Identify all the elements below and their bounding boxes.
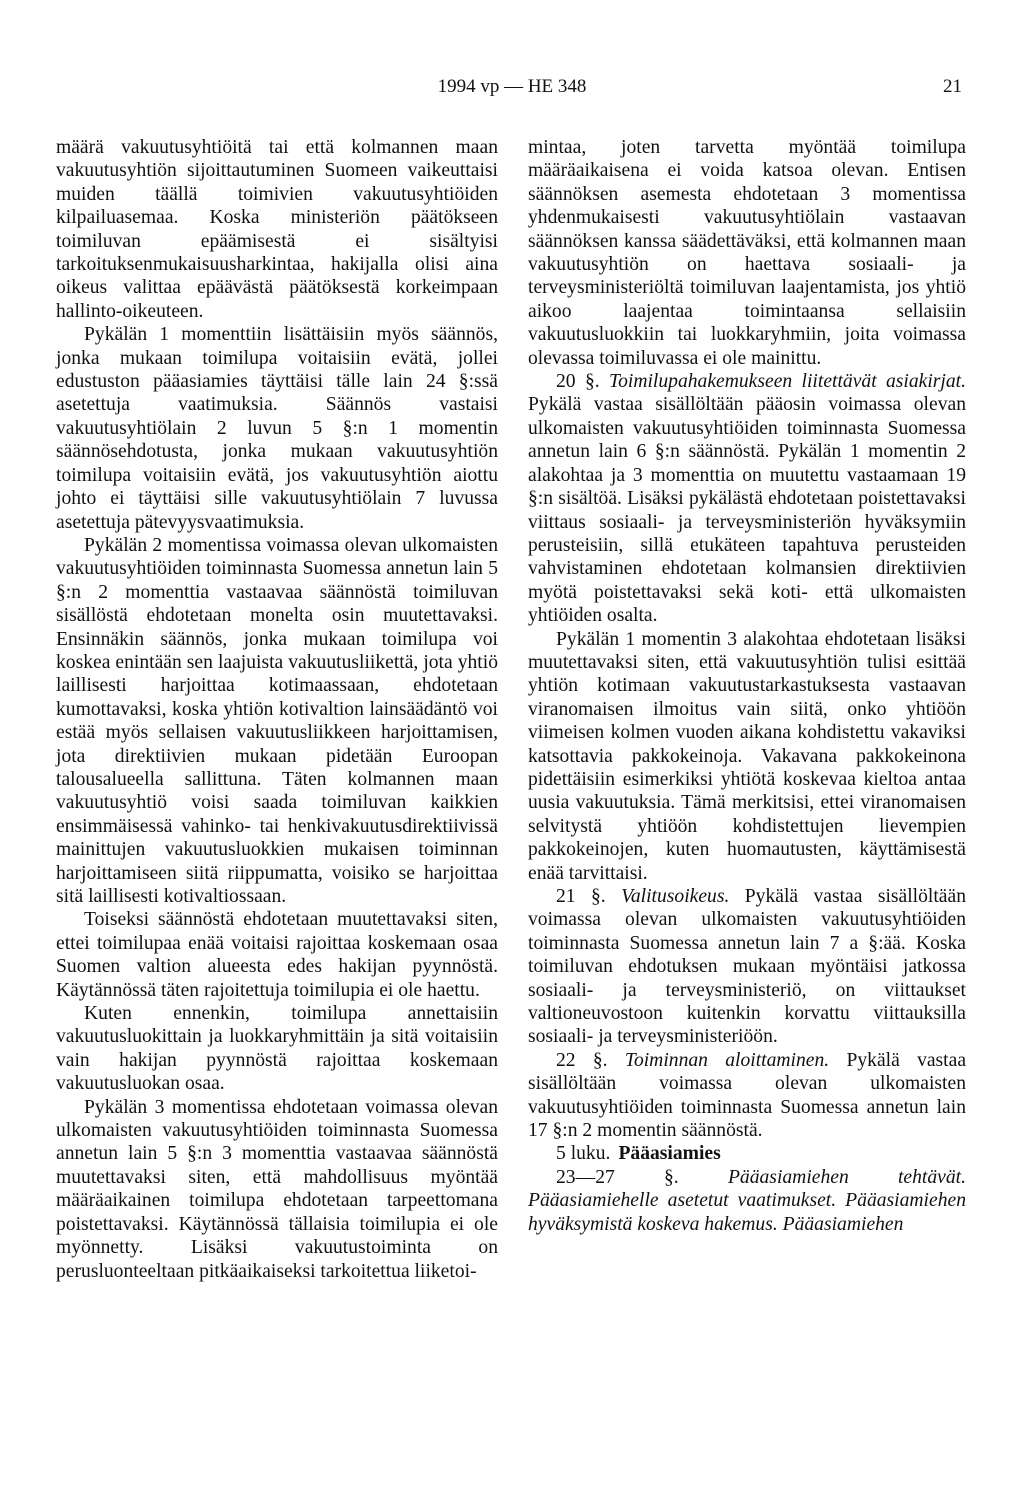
- paragraph: Kuten ennenkin, toimilupa annettaisiin vakuutusluokittain ja luokkaryhmittäin ja sitä voitaisiin vain hakijan pyynnöstä rajoittaa koskemaan vakuutusluokan osaa.: [56, 1003, 498, 1095]
- page-number: 21: [943, 76, 962, 97]
- paragraph: mintaa, joten tarvetta myöntää toimilupa määräaikaisena ei voida katsoa olevan. Entisen säännöksen asemesta ehdotetaan 3 momentissa yhdenmukaisesti vakuutusyhtiölain vastaavan säännöksen kanssa säädettäväksi, että kolmannen maan vakuutusyhtiön on haettava sosiaali- ja terveysministeriöltä toimiluvan laajentamista, jos yhtiö aikoo laajentaa toimintaansa sellaisiin vakuutusluokkiin tai luokkaryhmiin, joita voimassa olevassa toimiluvassa ei ole mainittu.: [528, 137, 966, 369]
- paragraph: Pykälän 2 momentissa voimassa olevan ulkomaisten vakuutusyhtiöiden toiminnasta Suomessa annetun lain 5 §:n 2 momenttia vastaavaa säännöstä toimiluvan sisällöstä ehdotetaan monelta osin muutettavaksi. Ensinnäkin säännös, jonka mukaan toimilupa voi koskea enintään sen laajuista vakuutusliikettä, jota yhtiö laillisesti harjoittaa kotimaassaan, ehdotetaan kumottavaksi, koska yhtiön kotivaltion lainsäädäntö voi estää myös sellaisen vakuutusliikkeen harjoittamisen, jota direktiivien mukaan pidetään Euroopan talousalueella sallittuna. Täten kolmannen maan vakuutusyhtiö voisi saada toimiluvan kaikkien ensimmäisessä vahinko- tai henkivakuutusdirektiivissä mainittujen vakuutusluokkien mukaisen toiminnan harjoittamiseen siitä riippumatta, voisiko se harjoittaa sitä laillisesti kotivaltiossaan.: [56, 534, 498, 907]
- section-22: [528, 1049, 966, 1143]
- chapter-number: 5 luku.: [556, 1143, 611, 1165]
- right-column: [528, 136, 966, 1236]
- section-number: 23—27 §.: [556, 1166, 679, 1188]
- left-column: [56, 136, 498, 1283]
- section-title: Pääasiamiehen tehtävät. Pääasiamiehelle asetetut vaatimukset. Pääasiamiehen hyväksymistä koskeva hakemus. Pääasiamiehen: [528, 1166, 967, 1235]
- chapter-title: Pääasiamies: [618, 1143, 721, 1165]
- paragraph: Pykälän 1 momentin 3 alakohtaa ehdotetaan lisäksi muutettavaksi siten, että vakuutusyhtiön tulisi esittää yhtiön kotimaan vakuutustarkastuksesta vastaavan viranomaisen ilmoitus vain siitä, onko yhtiöön viimeisen kolmen vuoden aikana kohdistettu vakaviksi katsottavia pakkokeinoja. Vakavana pakkokeinona pidettäisiin esimerkiksi yhtiötä koskevaa kieltoa antaa uusia vakuutuksia. Tämä merkitsisi, ettei viranomaisen selvitystä yhtiöön kohdistettujen lievempien pakkokeinojen, kuten huomautusten, käyttämisestä enää tarvittaisi.: [528, 628, 966, 884]
- section-number: 22 §.: [556, 1049, 608, 1071]
- section-text: Pykälä vastaa sisällöltään voimassa olevan ulkomaisten vakuutusyhtiöiden toiminnasta Suomessa annetun lain 7 a §:ää. Koska toimiluvan ehdotuksen mukaan myöntäisi jatkossa sosiaali- ja terveysministeriö, on viittaukset valtioneuvostoon kuitenkin korvattu viittauksilla sosiaali- ja terveysministeriöön.: [528, 886, 966, 1048]
- page-header: [0, 76, 1024, 102]
- section-title: Toiminnan aloittaminen.: [624, 1049, 830, 1071]
- section-20: [528, 370, 966, 627]
- section-text: Pykälä vastaa sisällöltään pääosin voimassa olevan ulkomaisten vakuutusyhtiöiden toiminnasta Suomessa annetun lain 6 §:n säännöstä. Pykälän 1 momentin 2 alakohtaa ja 3 momenttia on muutettu vastaamaan 19 §:n sisältöä. Lisäksi pykälästä ehdotetaan poistettavaksi viittaus sosiaali- ja terveysministeriön hyväksymiin perusteisiin, sillä etukäteen tapahtuva perusteiden vahvistaminen ehdotetaan kolmansien direktiivien myötä poistettavaksi sekä koti- että ulkomaisten yhtiöiden osalta.: [528, 394, 966, 627]
- chapter-heading: [528, 1142, 966, 1165]
- section-number: 21 §.: [556, 886, 606, 907]
- section-number: 20 §.: [556, 371, 600, 393]
- document-title: 1994 vp — HE 348: [437, 76, 587, 97]
- section-21: [528, 885, 966, 1049]
- paragraph: Toiseksi säännöstä ehdotetaan muutettavaksi siten, ettei toimilupaa enää voitaisi rajoittaa koskemaan osaa Suomen valtion alueesta edes hakijan pyynnöstä. Käytännössä täten rajoitettuja toimilupia ei ole haettu.: [56, 909, 498, 1001]
- section-title: Toimilupahakemukseen liitettävät asiakirjat.: [608, 371, 966, 393]
- section-text: Pykälä vastaa sisällöltään voimassa olevan ulkomaisten vakuutusyhtiöiden toiminnasta Suomessa annetun lain 17 §:n 2 momentin säännöstä.: [528, 1049, 967, 1142]
- section-title: Valitusoikeus.: [621, 886, 730, 907]
- paragraph: Pykälän 1 momenttiin lisättäisiin myös säännös, jonka mukaan toimilupa voitaisiin evätä, jollei edustuston pääasiamies täyttäisi tälle lain 24 §:ssä asetettuja vaatimuksia. Säännös vastaisi vakuutusyhtiölain 2 luvun 5 §:n 1 momentin säännösehdotusta, jonka mukaan vakuutusyhtiön toimilupa voitaisiin evätä, jos vakuutusyhtiön aiottu johto ei täyttäisi sille vakuutusyhtiölain 7 luvussa asetettuja pätevyysvaatimuksia.: [56, 324, 498, 533]
- paragraph: Pykälän 3 momentissa ehdotetaan voimassa olevan ulkomaisten vakuutusyhtiöiden toiminnasta Suomessa annetun lain 5 §:n 3 momenttia vastaavaa säännöstä muutettavaksi siten, että mahdollisuus myöntää määräaikainen toimilupa ehdotetaan tarpeettomana poistettavaksi. Käytännössä tällaisia toimilupia ei ole myönnetty. Lisäksi vakuutustoiminta on perusluonteeltaan pitkäaikaiseksi tarkoitettua liiketoi-: [56, 1096, 498, 1282]
- section-23-27: [528, 1166, 966, 1236]
- paragraph: määrä vakuutusyhtiöitä tai että kolmannen maan vakuutusyhtiön sijoittautuminen Suomeen vaikeuttaisi muiden täällä toimivien vakuutusyhtiöiden kilpailuasemaa. Koska ministeriön päätökseen toimiluvan epäämisestä ei sisältyisi tarkoituksenmukaisuusharkintaa, hakijalla olisi aina oikeus valittaa epäävästä päätöksestä korkeimpaan hallinto-oikeuteen.: [56, 137, 498, 322]
